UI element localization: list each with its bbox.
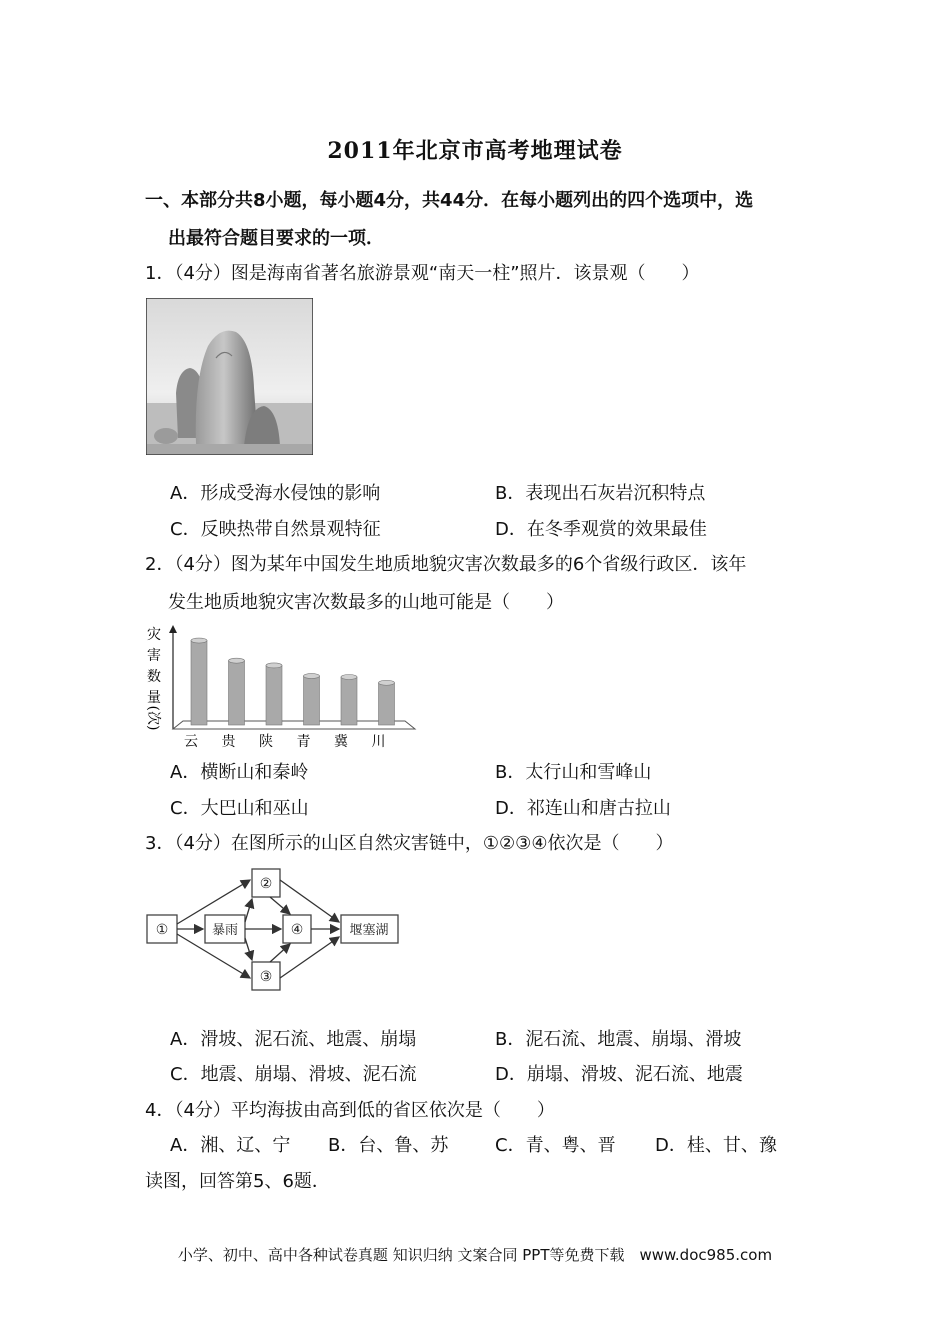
bar-top-贵 bbox=[229, 658, 245, 663]
node-3-label: ③ bbox=[259, 969, 273, 985]
q4-stem: 4．（4分）平均海拔由高到低的省区依次是（ ） bbox=[145, 1100, 555, 1121]
y-axis-arrow bbox=[169, 625, 177, 633]
q2-option-a: A．横断山和秦岭 bbox=[170, 762, 309, 783]
page-title: 2011年北京市高考地理试卷 bbox=[327, 138, 623, 164]
q1-option-c: C．反映热带自然景观特征 bbox=[170, 519, 381, 540]
q1-option-b: B．表现出石灰岩沉积特点 bbox=[495, 483, 706, 504]
q4-option-b: B．台、鲁、苏 bbox=[328, 1135, 449, 1156]
read-prompt: 读图，回答第5、6题． bbox=[145, 1171, 330, 1192]
bar-top-川 bbox=[379, 680, 395, 685]
bar-青 bbox=[304, 676, 320, 725]
q3-stem: 3．（4分）在图所示的山区自然灾害链中，①②③④依次是（ ） bbox=[145, 833, 674, 854]
q3-option-b: B．泥石流、地震、崩塌、滑坡 bbox=[495, 1029, 742, 1050]
ylabel-char: (次) bbox=[145, 705, 161, 731]
section-heading-line2: 出最符合题目要求的一项． bbox=[168, 228, 384, 249]
ylabel-char: 量 bbox=[147, 690, 161, 706]
footer-text: 小学、初中、高中各种试卷真题 知识归纳 文案合同 PPT等免费下载 www.doc985.com bbox=[177, 1246, 773, 1264]
bar-冀 bbox=[341, 677, 357, 725]
arrow bbox=[245, 938, 252, 960]
q3-option-a: A．滑坡、泥石流、地震、崩塌 bbox=[170, 1029, 417, 1050]
tick-label-贵: 贵 bbox=[221, 734, 236, 750]
q2-option-b: B．太行山和雪峰山 bbox=[495, 762, 652, 783]
bar-贵 bbox=[229, 661, 245, 725]
bar-top-云 bbox=[191, 638, 207, 643]
q4-option-d: D．桂、甘、豫 bbox=[655, 1135, 777, 1156]
tick-label-冀: 冀 bbox=[334, 734, 348, 750]
bar-川 bbox=[379, 683, 395, 725]
q1-option-d: D．在冬季观赏的效果最佳 bbox=[495, 519, 707, 540]
tick-label-川: 川 bbox=[371, 734, 386, 750]
ylabel-char: 害 bbox=[147, 648, 161, 664]
q4-option-c: C．青、粤、晋 bbox=[495, 1135, 616, 1156]
node-4-label: ④ bbox=[290, 922, 304, 938]
bar-陕 bbox=[266, 665, 282, 725]
q1-option-a: A．形成受海水侵蚀的影响 bbox=[170, 483, 381, 504]
bar-top-青 bbox=[304, 674, 320, 679]
q2-stem-line2: 发生地质地貌灾害次数最多的山地可能是（ ） bbox=[168, 592, 564, 613]
bar-云 bbox=[191, 641, 207, 725]
q1-stem: 1．（4分）图是海南省著名旅游景观“南天一柱”照片．该景观（ ） bbox=[145, 263, 700, 284]
tick-label-陕: 陕 bbox=[259, 734, 273, 750]
bar-top-冀 bbox=[341, 675, 357, 680]
q3-option-c: C．地震、崩塌、滑坡、泥石流 bbox=[170, 1064, 417, 1085]
q3-option-d: D．崩塌、滑坡、泥石流、地震 bbox=[495, 1064, 743, 1085]
section-heading-line1: 一、本部分共8小题，每小题4分，共44分．在每小题列出的四个选项中，选 bbox=[145, 190, 754, 211]
node-1-label: ① bbox=[155, 922, 169, 938]
disaster-bar-chart bbox=[145, 625, 420, 750]
arrow bbox=[270, 944, 290, 962]
ylabel-char: 灾 bbox=[147, 627, 161, 643]
disaster-chain-diagram bbox=[145, 866, 405, 996]
ylabel-char: 数 bbox=[147, 669, 161, 685]
rock-photo bbox=[146, 298, 313, 455]
q2-option-d: D．祁连山和唐古拉山 bbox=[495, 798, 671, 819]
q2-stem-line1: 2．（4分）图为某年中国发生地质地貌灾害次数最多的6个省级行政区．该年 bbox=[145, 554, 747, 575]
lake-label: 堰塞湖 bbox=[349, 923, 389, 938]
q4-option-a: A．湘、辽、宁 bbox=[170, 1135, 291, 1156]
tick-label-云: 云 bbox=[184, 734, 198, 750]
q2-option-c: C．大巴山和巫山 bbox=[170, 798, 309, 819]
node-2-label: ② bbox=[259, 876, 273, 892]
arrow bbox=[270, 897, 290, 914]
rain-label: 暴雨 bbox=[211, 923, 239, 938]
tick-label-青: 青 bbox=[296, 734, 311, 750]
arrow bbox=[245, 899, 252, 922]
bar-top-陕 bbox=[266, 663, 282, 668]
